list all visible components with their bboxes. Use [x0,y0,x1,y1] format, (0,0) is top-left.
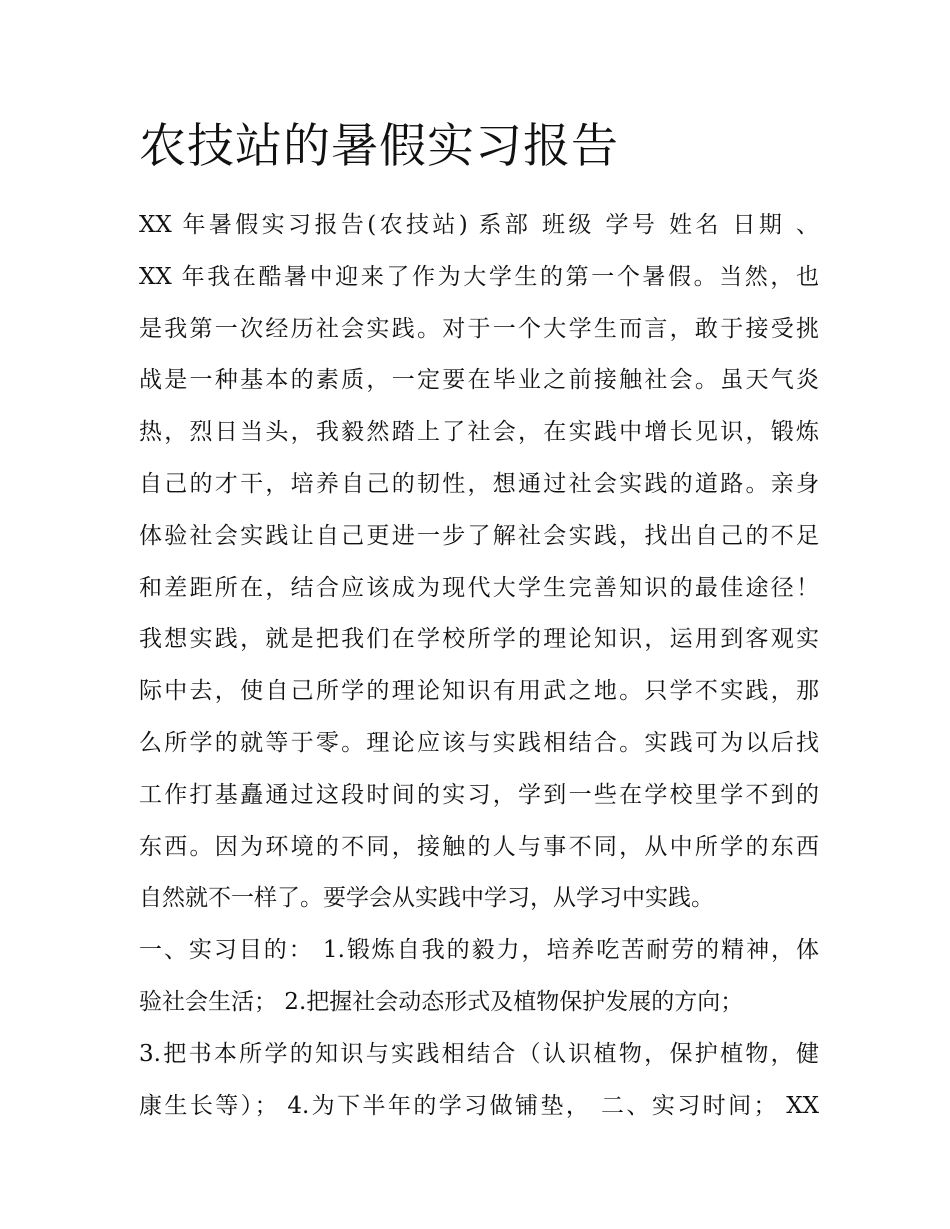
body-line: 自己的才干，培养自己的韧性，想通过社会实践的道路。亲身 [139,470,819,497]
body-line: 验社会生活； 2.把握社会动态形式及植物保护发展的方向； [139,988,744,1015]
body-line: 是我第一次经历社会实践。对于一个大学生而言，敢于接受挑 [139,315,819,342]
body-line: 3.把书本所学的知识与实践相结合（认识植物，保护植物，健 [139,1040,819,1067]
body-line: 战是一种基本的素质，一定要在毕业之前接触社会。虽天气炎 [139,367,819,394]
body-line: XX 年我在酷暑中迎来了作为大学生的第一个暑假。当然，也 [139,263,819,290]
body-line: 热，烈日当头，我毅然踏上了社会，在实践中增长见识，锻炼 [139,419,819,446]
body-line: 体验社会实践让自己更进一步了解社会实践，找出自己的不足 [139,522,819,549]
body-line: 康生长等）； 4.为下半年的学习做铺垫， 二、实习时间； XX [139,1092,819,1119]
document-title: 农技站的暑假实习报告 [139,119,619,174]
body-line: 东西。因为环境的不同，接触的人与事不同，从中所学的东西 [139,833,819,860]
body-line: 自然就不一样了。要学会从实践中学习，从学习中实践。 [139,885,714,912]
body-line: 一、实习目的： 1.锻炼自我的毅力，培养吃苦耐劳的精神，体 [139,937,819,964]
body-line: 和差距所在，结合应该成为现代大学生完善知识的最佳途径！ [139,574,819,601]
body-line: XX 年暑假实习报告(农技站) 系部 班级 学号 姓名 日期 、 [139,212,819,238]
body-line: 际中去，使自己所学的理论知识有用武之地。只学不实践，那 [139,678,819,705]
body-line: 我想实践，就是把我们在学校所学的理论知识，运用到客观实 [139,626,819,653]
document-body [139,200,819,1132]
body-line: 么所学的就等于零。理论应该与实践相结合。实践可为以后找 [139,729,819,756]
body-line: 工作打基矗通过这段时间的实习，学到一些在学校里学不到的 [139,781,819,808]
